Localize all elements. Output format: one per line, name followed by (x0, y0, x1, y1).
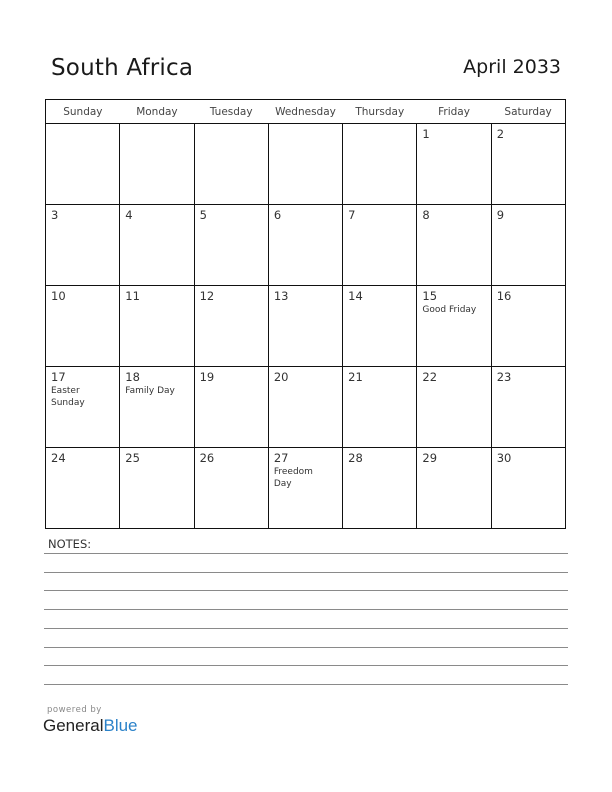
day-cell (268, 124, 342, 205)
day-number: 6 (273, 208, 282, 222)
day-number: 8 (422, 208, 430, 222)
brand-blue: Blue (103, 716, 138, 735)
weekday-header: Thursday (343, 100, 417, 124)
holiday-label: Easter Sunday (51, 386, 85, 408)
weekday-header-row (46, 100, 566, 124)
day-number: 16 (496, 289, 512, 303)
day-cell (343, 367, 417, 448)
day-number: 9 (496, 208, 505, 222)
weekday-header: Friday (417, 100, 491, 124)
weekday-header: Sunday (46, 100, 120, 124)
notes-line (44, 665, 568, 666)
day-cell (417, 367, 491, 448)
day-cell (417, 286, 491, 367)
week-row (46, 286, 566, 367)
day-cell (343, 205, 417, 286)
day-number: 7 (348, 208, 356, 222)
notes-line (44, 609, 568, 610)
day-cell (343, 286, 417, 367)
day-number: 12 (199, 289, 215, 303)
week-row (46, 205, 566, 286)
calendar-month-title: April 2033 (463, 56, 561, 78)
day-number: 23 (496, 370, 512, 384)
day-cell (46, 286, 120, 367)
day-number: 27 (273, 451, 289, 465)
day-number: 2 (496, 127, 505, 141)
day-cell (120, 205, 194, 286)
day-number: 17 (51, 370, 66, 384)
day-cell (120, 448, 194, 529)
holiday-label: Family Day (125, 386, 175, 396)
holiday-label: Good Friday (422, 305, 477, 315)
day-number: 29 (422, 451, 438, 465)
day-number: 21 (348, 370, 363, 384)
week-row (46, 448, 566, 529)
day-cell (268, 448, 342, 529)
weekday-header: Saturday (491, 100, 565, 124)
day-cell (194, 286, 268, 367)
weekday-header: Wednesday (268, 100, 342, 124)
day-cell (417, 124, 491, 205)
notes-line (44, 572, 568, 573)
calendar-country-title: South Africa (51, 55, 194, 81)
day-number: 24 (51, 451, 66, 465)
day-number: 22 (422, 370, 438, 384)
day-cell (46, 205, 120, 286)
day-cell (46, 124, 120, 205)
day-number: 19 (199, 370, 215, 384)
day-cell (46, 448, 120, 529)
day-cell (491, 448, 565, 529)
day-cell (491, 367, 565, 448)
notes-line (44, 590, 568, 591)
day-cell (491, 286, 565, 367)
day-cell (194, 367, 268, 448)
day-cell (194, 205, 268, 286)
notes-line (44, 553, 568, 554)
day-cell (120, 286, 194, 367)
day-number: 11 (125, 289, 140, 303)
day-number: 18 (125, 370, 140, 384)
day-cell (194, 124, 268, 205)
day-number: 3 (51, 208, 59, 222)
notes-line (44, 684, 568, 685)
day-cell (417, 448, 491, 529)
week-row (46, 124, 566, 205)
day-number: 14 (348, 289, 363, 303)
day-number: 25 (125, 451, 140, 465)
day-cell (343, 124, 417, 205)
notes-line (44, 647, 568, 648)
week-row (46, 367, 566, 448)
generalblue-logo (43, 716, 138, 736)
day-number: 10 (51, 289, 66, 303)
powered-by-label: powered by (47, 705, 102, 715)
day-cell (417, 205, 491, 286)
day-number: 15 (422, 289, 438, 303)
day-number: 4 (125, 208, 133, 222)
day-number: 28 (348, 451, 363, 465)
day-number: 30 (496, 451, 512, 465)
notes-line (44, 628, 568, 629)
day-cell (491, 205, 565, 286)
day-number: 13 (273, 289, 289, 303)
day-cell (343, 448, 417, 529)
day-number: 5 (199, 208, 207, 222)
calendar-grid (45, 99, 566, 529)
brand-general: General (43, 716, 104, 735)
holiday-label: Freedom Day (273, 467, 313, 489)
weekday-header: Tuesday (194, 100, 268, 124)
day-number: 20 (273, 370, 289, 384)
day-cell (194, 448, 268, 529)
day-cell (268, 286, 342, 367)
day-number: 26 (199, 451, 215, 465)
day-cell (268, 205, 342, 286)
day-cell (120, 124, 194, 205)
weekday-header: Monday (120, 100, 194, 124)
day-cell (46, 367, 120, 448)
day-cell (268, 367, 342, 448)
day-number: 1 (422, 127, 430, 141)
day-cell (120, 367, 194, 448)
day-cell (491, 124, 565, 205)
notes-label: NOTES: (48, 537, 92, 551)
